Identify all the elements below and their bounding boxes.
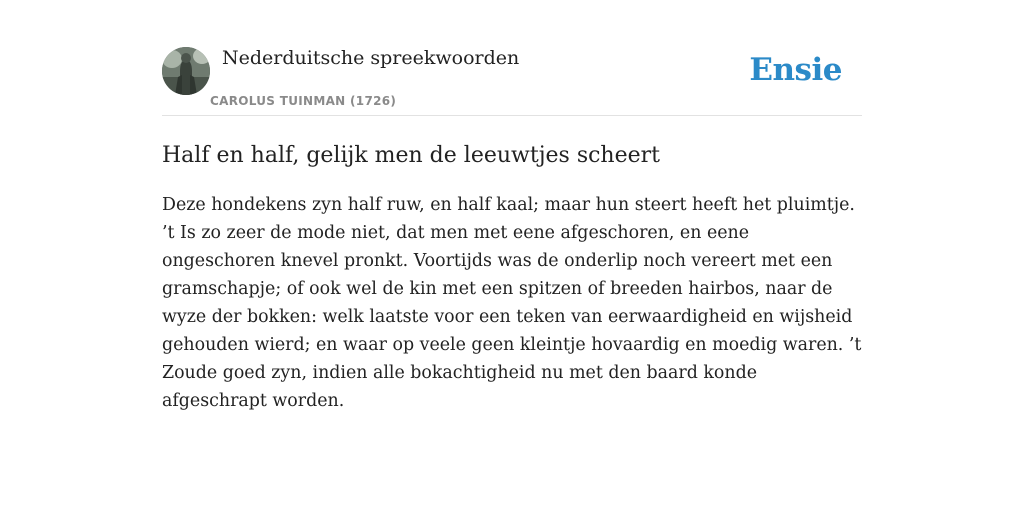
entry-header [162,46,862,116]
entry-title: Half en half, gelijk men de leeuwtjes scheert [162,143,660,168]
brand-logo[interactable]: Ensie [749,52,842,88]
entry-card [162,46,862,415]
entry-body: Deze hondekens zyn half ruw, en half kaal; maar hun steert heeft het pluimtje. ’t Is zo zeer de mode niet, dat men met eene afgeschoren, en eene ongeschoren knevel pronkt. Voortijds was de onderlip noch vereert met een gramschapje; of ook wel de kin met een spitzen of breeden hairbos, naar de wyze der bokken: welk laatste voor een teken van eerwaardigheid en wijsheid gehouden wierd; en waar op veele geen kleintje hovaardig en moedig waren. ’t Zoude goed zyn, indien alle bokachtigheid nu met den baard konde afgeschrapt worden. [162,195,862,411]
statue-portrait-icon[interactable] [162,47,210,95]
author-line[interactable]: CAROLUS TUINMAN (1726) [210,94,397,108]
collection-title[interactable]: Nederduitsche spreekwoorden [222,47,520,69]
